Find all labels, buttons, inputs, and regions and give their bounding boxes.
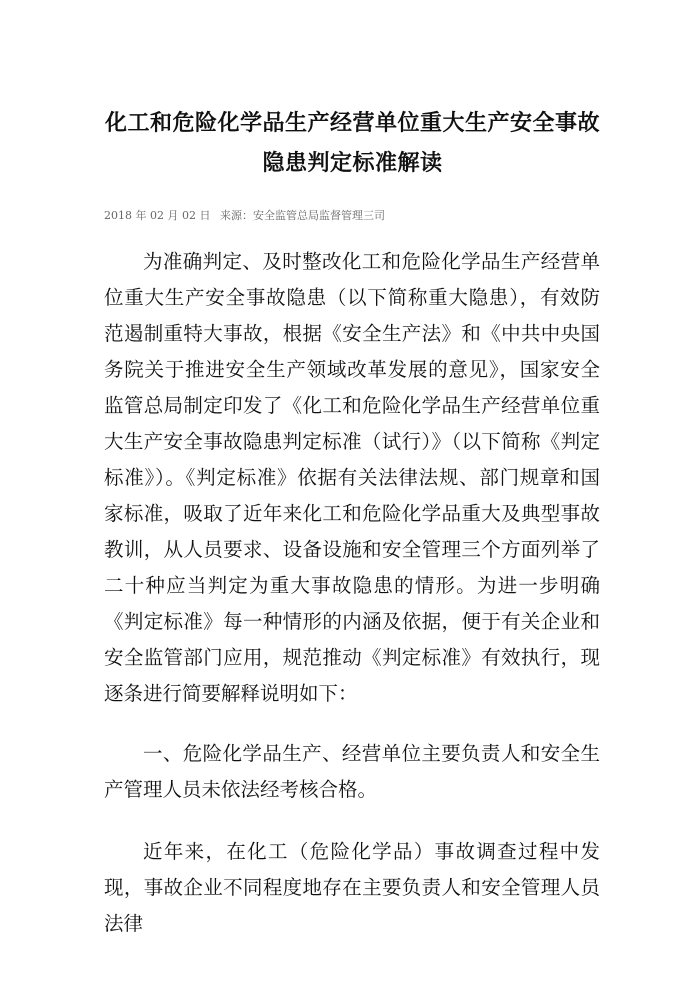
article-meta	[104, 209, 391, 223]
paragraph-item-one: 一、危险化学品生产、经营单位主要负责人和安全生产管理人员未依法经考核合格。	[104, 742, 600, 801]
article-source: 来源：安全监管总局监督管理三司	[219, 209, 385, 222]
paragraph-intro: 为准确判定、及时整改化工和危险化学品生产经营单位重大生产安全事故隐患（以下简称重大隐患），有效防范遏制重特大事故，根据《安全生产法》和《中共中央国务院关于推进安全生产领域改革发展的意见》，国家安全监管总局制定印发了《化工和危险化学品生产经营单位重大生产安全事故隐患判定标准（试行）》（以下简称《判定标准》）。《判定标准》依据有关法律法规、部门规章和国家标准，吸取了近年来化工和危险化学品重大及典型事故教训，从人员要求、设备设施和安全管理三个方面列举了二十种应当判定为重大事故隐患的情形。为进一步明确《判定标准》每一种情形的内涵及依据，便于有关企业和安全监管部门应用，规范推动《判定标准》有效执行，现逐条进行简要解释说明如下：	[104, 250, 600, 705]
document-title: 化工和危险化学品生产经营单位重大生产安全事故隐患判定标准解读	[104, 109, 600, 176]
paragraph-item-one-explanation: 近年来，在化工（危险化学品）事故调查过程中发现，事故企业不同程度地存在主要负责人和安全管理人员法律	[104, 840, 600, 935]
publish-date: 2018 年 02 月 02 日	[104, 209, 211, 222]
